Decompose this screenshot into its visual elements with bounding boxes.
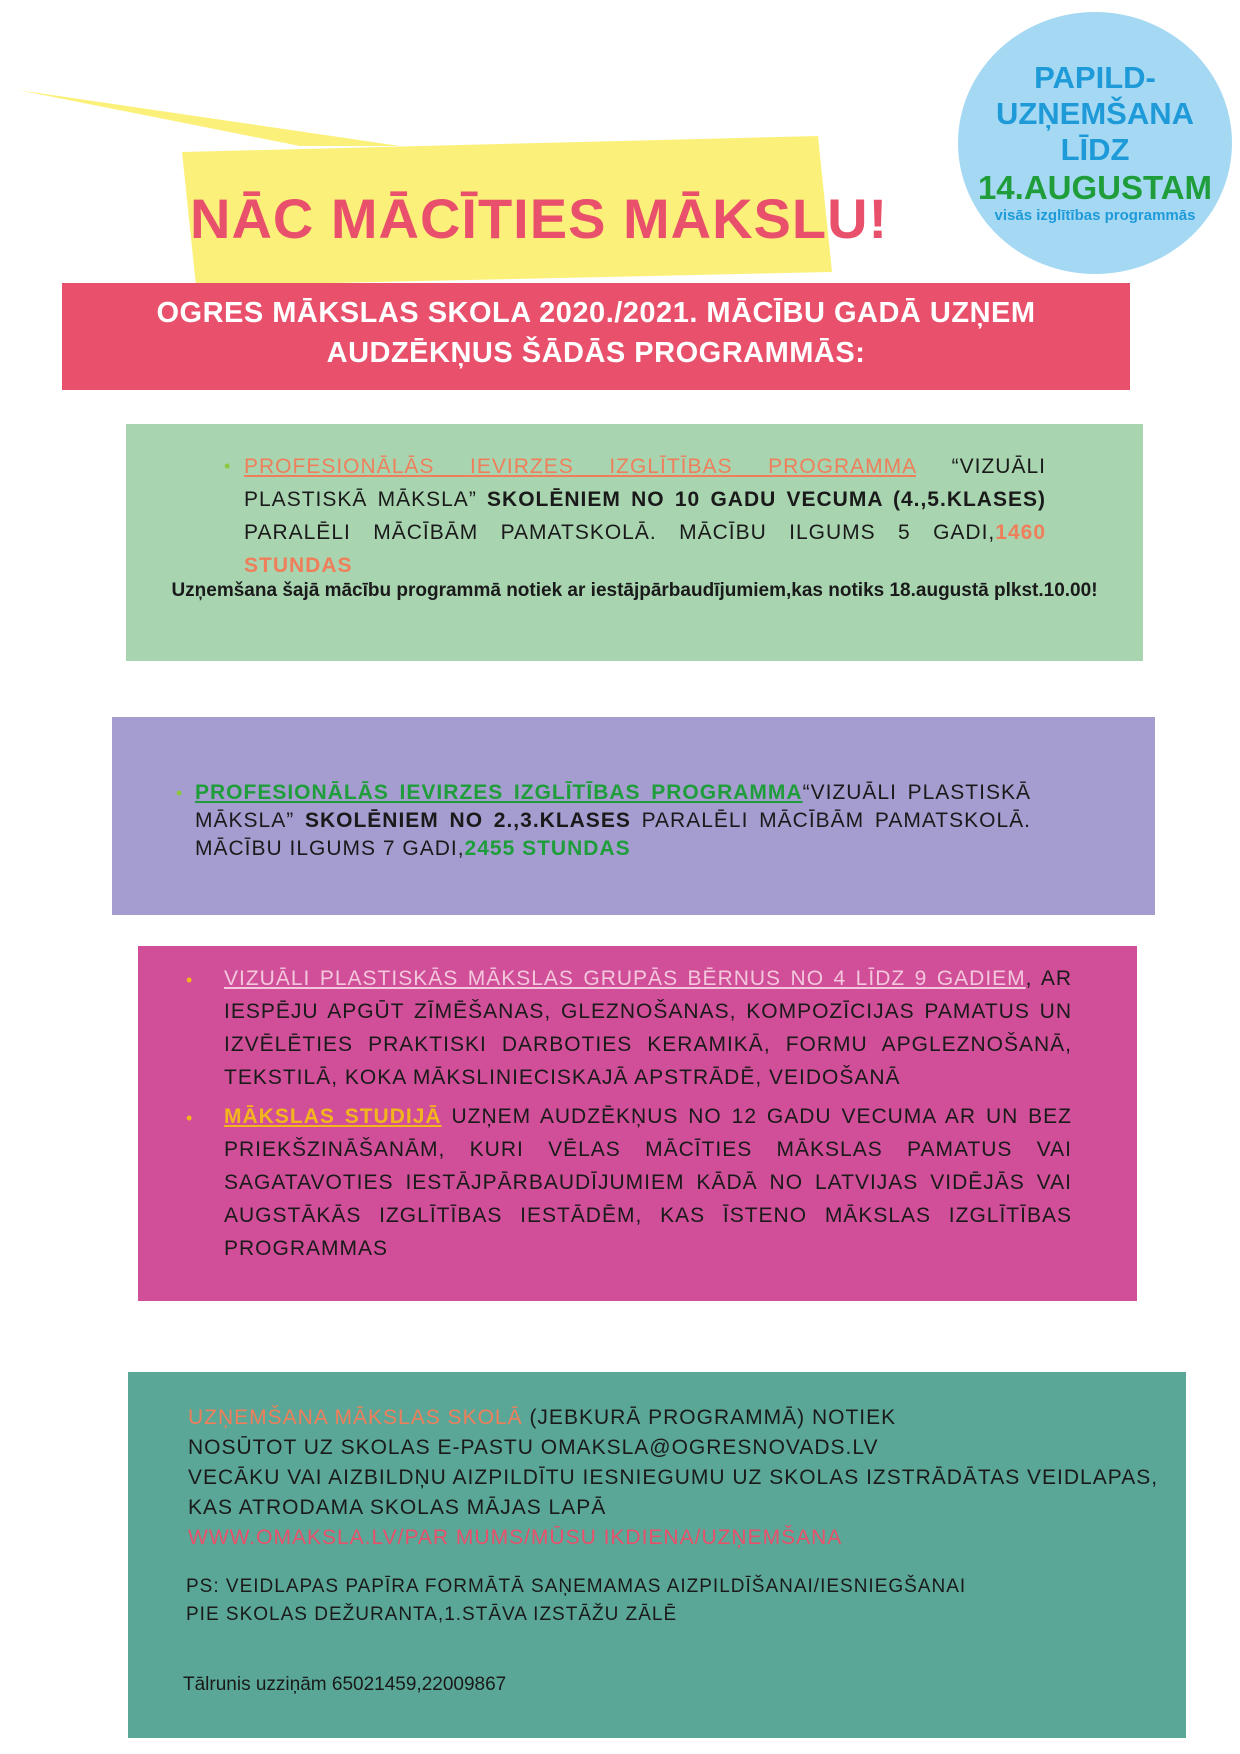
badge-note: visās izglītības programmās xyxy=(994,207,1196,224)
art-studio-text: UZŅEM AUDZĒKŅUS NO 12 GADU VECUMA AR UN BEZ PRIEKŠZINĀŠANĀM, KURI VĒLAS MĀCĪTIES MĀKSLAS PAMATUS VAI SAGATAVOTIES IESTĀJPĀRBAUDĪJUMIEM KĀDĀ NO LATVIJAS VIDĒJĀS VAI AUGSTĀKĀS IZGLĪTĪBAS IESTĀDĒM, KAS ĪSTENO MĀKSLAS IZGLĪTĪBAS PROGRAMMAS xyxy=(224,1105,1073,1260)
bullet-icon: • xyxy=(224,456,231,476)
art-groups-text: , AR IESPĒJU APGŪT ZĪMĒŠANAS, GLEZNOŠANAS, KOMPOZĪCIJAS PAMATUS UN IZVĒLĒTIES PRAKTISKI DARBOTIES KERAMIKĀ, FORMU APGLEZNOŠANĀ, TEKSTILĀ, KOKA MĀKSLINIECISKAJĀ APSTRĀDĒ, VEIDOŠANĀ xyxy=(224,967,1072,1089)
badge-date: 14.AUGUSTAM xyxy=(977,169,1213,206)
admissions-form-line: VECĀKU VAI AIZBILDŅU AIZPILDĪTU IESNIEGUMU UZ SKOLAS IZSTRĀDĀTAS VEIDLAPAS, xyxy=(188,1466,1159,1489)
art-studio-description xyxy=(224,1100,1072,1265)
admissions-email-line: NOSŪTOT UZ SKOLAS E-PASTU OMAKSLA@OGRESNOVADS.LV xyxy=(188,1436,879,1459)
art-groups-card xyxy=(138,946,1137,1301)
program-card-5-year xyxy=(126,424,1143,661)
art-groups-description xyxy=(224,962,1072,1094)
intro-banner xyxy=(62,283,1130,390)
intro-line-2: AUDZĒKŅUS ŠĀDĀS PROGRAMMĀS: xyxy=(326,337,866,369)
art-groups-title: VIZUĀLI PLASTISKĀS MĀKSLAS GRUPĀS BĒRNUS NO 4 LĪDZ 9 GADIEM xyxy=(224,967,1026,990)
art-studio-title: MĀKSLAS STUDIJĀ xyxy=(224,1105,442,1128)
program-hours: 1460 STUNDAS xyxy=(244,521,1046,577)
program-name: “VIZUĀLI PLASTISKĀ MĀKSLA” xyxy=(195,781,1031,832)
program-description xyxy=(244,450,1046,582)
intro-line-1: OGRES MĀKSLAS SKOLA 2020./2021. MĀCĪBU GADĀ UZŅEM xyxy=(156,297,1036,329)
program-audience: SKOLĒNIEM NO 2.,3.KLASES xyxy=(304,809,631,832)
admissions-line-1 xyxy=(188,1406,896,1430)
ps-line-1: PS: VEIDLAPAS PAPĪRA FORMĀTĀ SAŅEMAMAS AIZPILDĪŠANAI/IESNIEGŠANAI xyxy=(186,1576,967,1597)
admission-deadline-badge xyxy=(958,12,1232,274)
bullet-icon: • xyxy=(186,1108,193,1128)
badge-line-1: PAPILD- xyxy=(1034,60,1156,95)
program-details: PARALĒLI MĀCĪBĀM PAMATSKOLĀ. MĀCĪBU ILGUMS 7 GADI, xyxy=(195,809,1031,860)
ps-line-2: PIE SKOLAS DEŽURANTA,1.STĀVA IZSTĀŽU ZĀLĒ xyxy=(186,1604,678,1625)
bullet-icon: • xyxy=(176,783,183,803)
badge-line-3: LĪDZ xyxy=(1060,132,1130,167)
program-title: PROFESIONĀLĀS IEVIRZES IZGLĪTĪBAS PROGRAMMA xyxy=(195,781,803,804)
program-name: “VIZUĀLI PLASTISKĀ MĀKSLA” xyxy=(244,455,1046,511)
admission-exam-note: Uzņemšana šajā mācību programmā notiek ar iestājpārbaudījumiem,kas notiks 18.augustā plkst.10.00! xyxy=(171,580,1098,601)
admissions-website-line: KAS ATRODAMA SKOLAS MĀJAS LAPĀ xyxy=(188,1496,607,1519)
bullet-icon: • xyxy=(186,970,193,990)
program-details: PARALĒLI MĀCĪBĀM PAMATSKOLĀ. MĀCĪBU ILGUMS 5 GADI, xyxy=(244,521,996,544)
page-title: NĀC MĀCĪTIES MĀKSLU! xyxy=(190,187,889,250)
program-card-7-year xyxy=(112,717,1155,915)
phone-info: Tālrunis uzziņām 65021459,22009867 xyxy=(183,1674,507,1695)
program-hours: 2455 STUNDAS xyxy=(464,837,631,860)
admissions-line-1-text: (JEBKURĀ PROGRAMMĀ) NOTIEK xyxy=(522,1406,897,1429)
program-title: PROFESIONĀLĀS IEVIRZES IZGLĪTĪBAS PROGRAMMA xyxy=(244,455,917,478)
admissions-title: UZŅEMŠANA MĀKSLAS SKOLĀ xyxy=(188,1406,523,1429)
admissions-link[interactable]: WWW.OMAKSLA.LV/PAR MUMS/MŪSU IKDIENA/UZŅEMŠANA xyxy=(188,1526,843,1549)
badge-line-2: UZŅEMŠANA xyxy=(995,96,1195,131)
program-audience: SKOLĒNIEM NO 10 GADU VECUMA (4.,5.KLASES) xyxy=(487,488,1046,511)
admissions-info-card xyxy=(128,1372,1186,1738)
program-description xyxy=(195,779,1031,863)
